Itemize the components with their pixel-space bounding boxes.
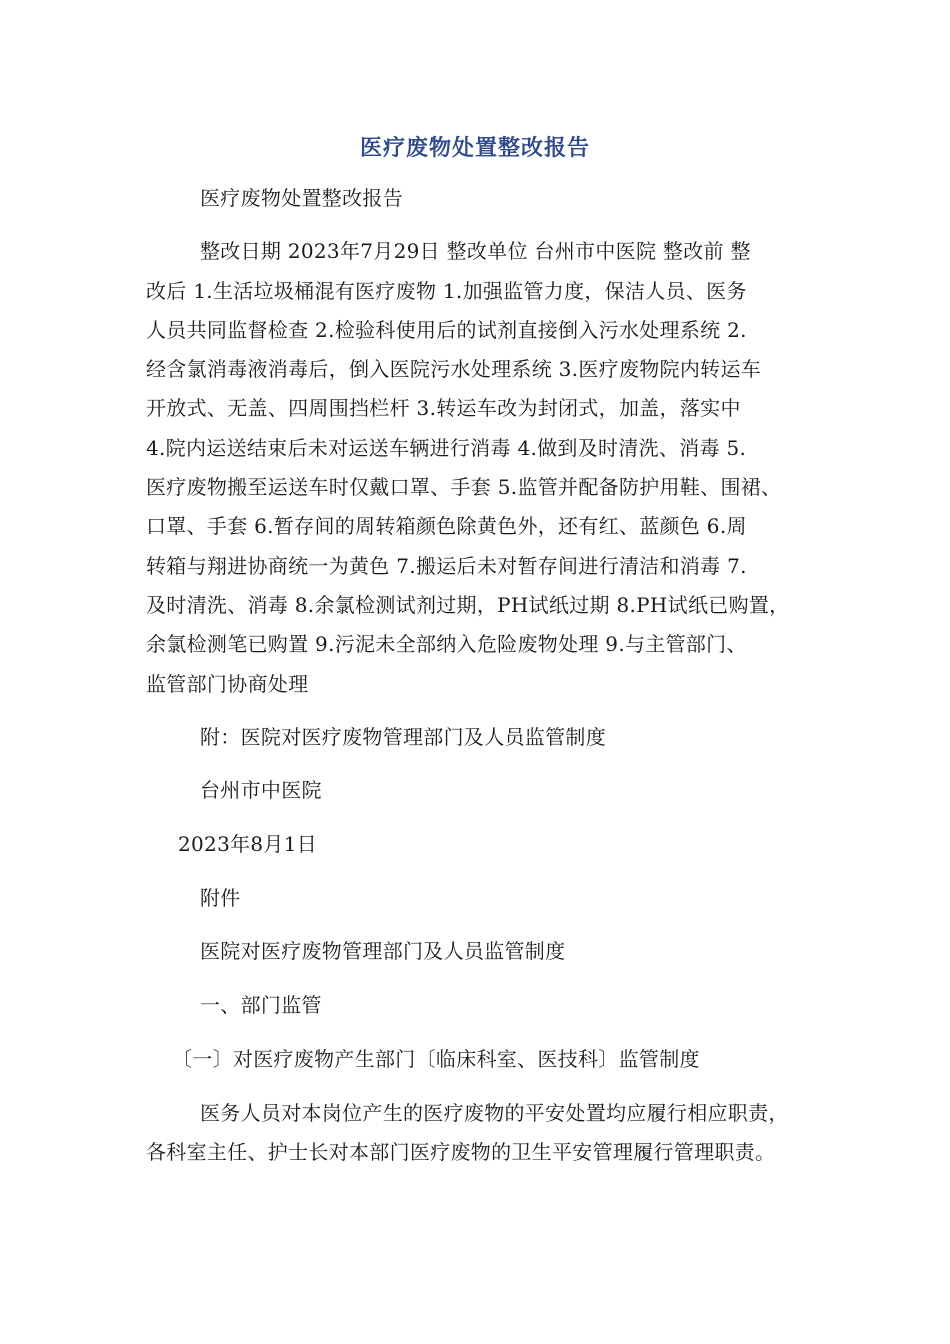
body-line: 及时清洗、消毒 8.余氯检测试剂过期，PH试纸过期 8.PH试纸已购置， (146, 593, 790, 617)
body-line: 经含氯消毒液消毒后，倒入医院污水处理系统 3.医疗废物院内转运车 (146, 357, 762, 381)
body-line: 改后 1.生活垃圾桶混有医疗废物 1.加强监管力度，保洁人员、医务 (146, 279, 747, 303)
body-line: 人员共同监督检查 2.检验科使用后的试剂直接倒入污水处理系统 2. (146, 318, 747, 342)
body-line: 医疗废物搬至运送车时仅戴口罩、手套 5.监管并配备防护用鞋、围裙、 (146, 475, 782, 499)
body-line: 口罩、手套 6.暂存间的周转箱颜色除黄色外，还有红、蓝颜色 6.周 (146, 514, 747, 538)
body-line: 4.院内运送结束后未对运送车辆进行消毒 4.做到及时清洗、消毒 5. (146, 436, 747, 460)
body-line: 监管部门协商处理 (146, 672, 309, 696)
body-line: 各科室主任、护士长对本部门医疗废物的卫生平安管理履行管理职责。 (146, 1140, 776, 1164)
annex-title: 医院对医疗废物管理部门及人员监管制度 (200, 939, 566, 963)
body-line: 余氯检测笔已购置 9.污泥未全部纳入危险废物处理 9.与主管部门、 (146, 632, 747, 656)
body-line: 开放式、无盖、四周围挡栏杆 3.转运车改为封闭式，加盖，落实中 (146, 396, 741, 420)
subsection-heading: 〔一〕对医疗废物产生部门〔临床科室、医技科〕监管制度 (172, 1047, 700, 1071)
document-date: 2023年8月1日 (178, 832, 318, 856)
document-title: 医疗废物处置整改报告 (359, 136, 590, 161)
section-heading: 一、部门监管 (200, 993, 322, 1017)
attachment-note: 附：医院对医疗废物管理部门及人员监管制度 (200, 725, 606, 749)
document-subtitle: 医疗废物处置整改报告 (200, 186, 403, 210)
body-line: 转箱与翔进协商统一为黄色 7.搬运后未对暂存间进行清洁和消毒 7. (146, 554, 747, 578)
body-line: 整改日期 2023年7月29日 整改单位 台州市中医院 整改前 整 (200, 239, 751, 263)
body-line: 医务人员对本岗位产生的医疗废物的平安处置均应履行相应职责， (200, 1101, 789, 1125)
annex-label: 附件 (200, 886, 241, 910)
signature: 台州市中医院 (200, 778, 322, 802)
